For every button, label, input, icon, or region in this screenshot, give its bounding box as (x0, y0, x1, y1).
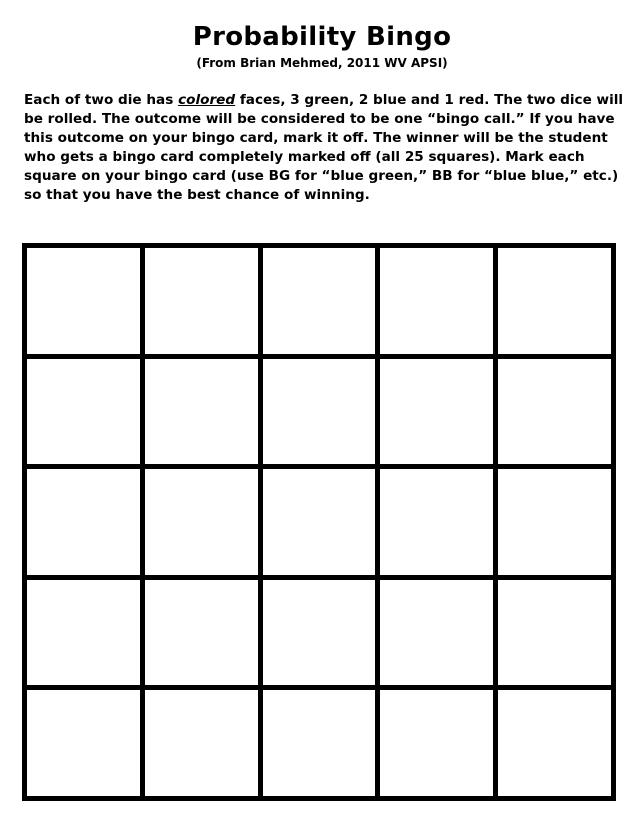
bingo-square (263, 690, 381, 801)
bingo-square (145, 690, 263, 801)
bingo-square (145, 359, 263, 470)
bingo-square (498, 248, 616, 359)
bingo-square (380, 690, 498, 801)
bingo-square (498, 580, 616, 691)
instructions-text-end: faces, 3 green, 2 blue and 1 red. The two dice will be rolled. The outcome will be considered to be one “bingo call.” If you have this outcome on your bingo card, mark it off. The winner will be the student who gets a bingo card completely marked off (all 25 squares). Mark each square on your bingo card (use BG for “blue green,” BB for “blue blue,” etc.) so that you have the best chance of winning. (24, 92, 624, 203)
instructions-paragraph (24, 91, 624, 205)
bingo-square (380, 580, 498, 691)
bingo-square (380, 469, 498, 580)
bingo-square (498, 690, 616, 801)
bingo-square (27, 469, 145, 580)
bingo-card-grid (22, 243, 616, 801)
bingo-square (263, 469, 381, 580)
bingo-square (380, 359, 498, 470)
bingo-square (380, 248, 498, 359)
bingo-square (145, 580, 263, 691)
bingo-square (27, 690, 145, 801)
page-subtitle: (From Brian Mehmed, 2011 WV APSI) (196, 56, 448, 70)
bingo-square (263, 359, 381, 470)
bingo-square (498, 359, 616, 470)
bingo-square (263, 580, 381, 691)
bingo-square (27, 580, 145, 691)
bingo-square (27, 248, 145, 359)
bingo-square (263, 248, 381, 359)
bingo-square (27, 359, 145, 470)
bingo-square (145, 469, 263, 580)
bingo-square (498, 469, 616, 580)
instructions-text-start: Each of two die has (24, 92, 179, 108)
bingo-square (145, 248, 263, 359)
instructions-emphasis: colored (178, 92, 236, 108)
page-title: Probability Bingo (192, 22, 452, 52)
